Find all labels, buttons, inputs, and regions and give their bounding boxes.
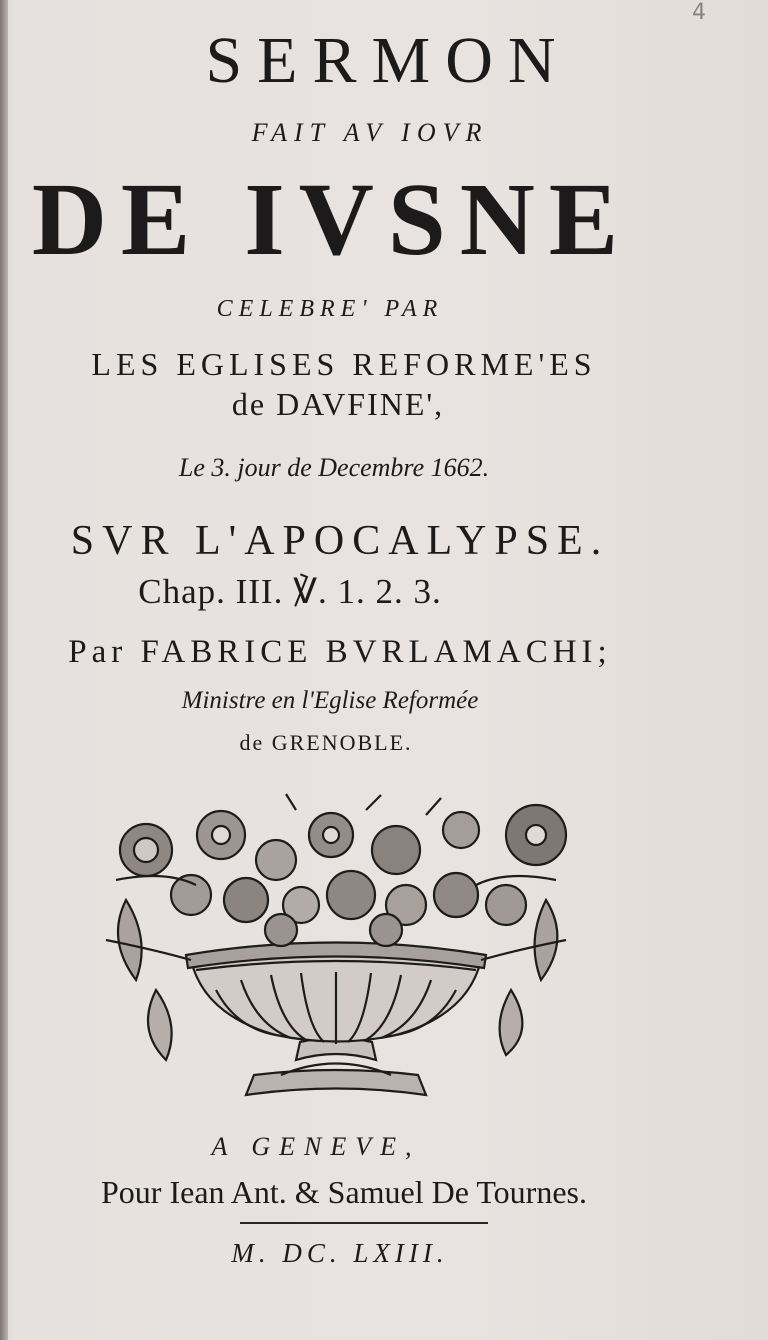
title-de-iusne: DE IVSNE: [31, 162, 633, 277]
author-name: Par FABRICE BVRLAMACHI;: [68, 634, 612, 670]
imprint-place: A GENEVE,: [211, 1132, 421, 1161]
author-city: de GRENOBLE.: [239, 730, 413, 755]
author-role: Ministre en l'Eglise Reformée: [181, 687, 479, 714]
title-fait-au-iour: FAIT AV IOVR: [251, 118, 489, 147]
date-line: Le 3. jour de Decembre 1662.: [178, 453, 490, 482]
flower-basket-woodcut-icon: [96, 790, 576, 1115]
title-celebre-par: CELEBRE' PAR: [216, 296, 444, 322]
title-eglises: LES EGLISES REFORME'ES: [91, 346, 597, 382]
title-daufine: de DAVFINE',: [231, 386, 445, 422]
imprint-publisher: Pour Iean Ant. & Samuel De Tournes.: [101, 1174, 587, 1210]
scripture-chapter: Chap. III. ℣. 1. 2. 3.: [138, 572, 442, 611]
page-number-mark: 4: [692, 0, 706, 25]
divider-rule: [240, 1222, 488, 1224]
imprint-year: M. DC. LXIII.: [231, 1238, 449, 1268]
title-sermon: SERMON: [205, 24, 571, 97]
scripture-book: SVR L'APOCALYPSE.: [70, 518, 610, 564]
